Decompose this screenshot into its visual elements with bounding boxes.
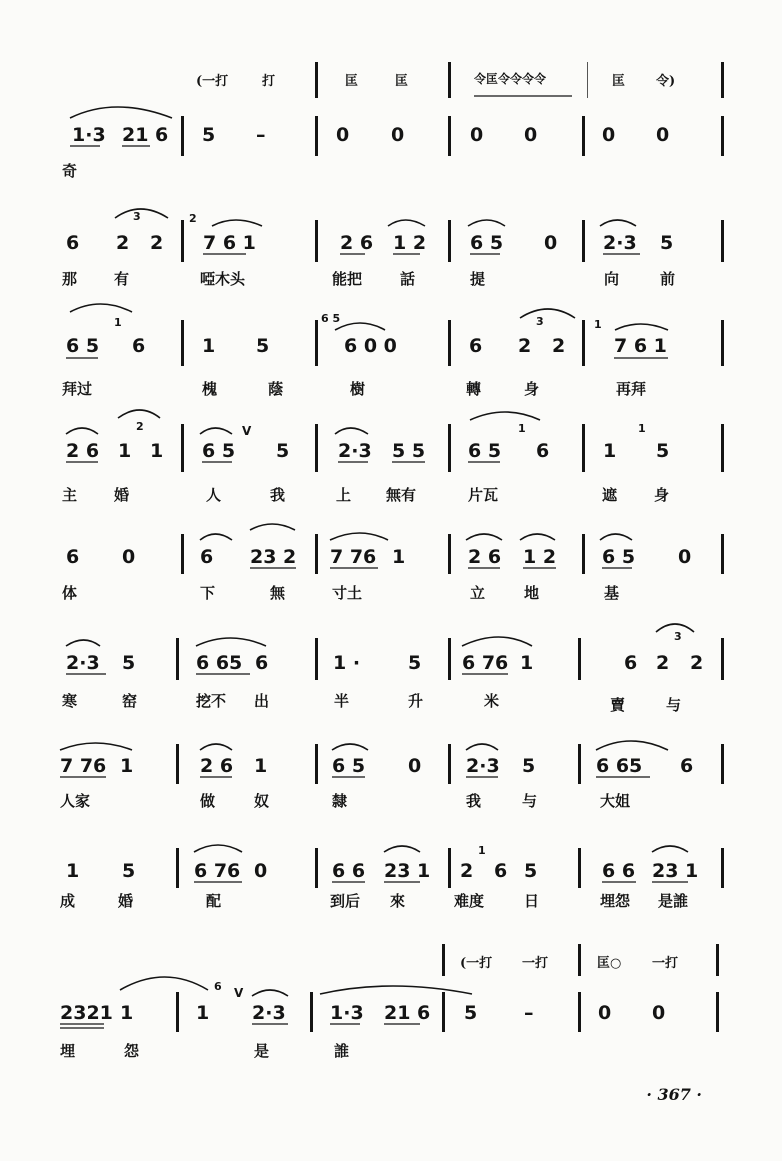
note-group: 2 6	[200, 755, 234, 777]
barline	[578, 744, 581, 784]
note-group: 6 5	[66, 335, 100, 357]
note-group: 2	[116, 232, 130, 254]
lyric: 窑	[122, 692, 138, 710]
note-group: 1	[520, 652, 534, 674]
lyric: 我	[270, 486, 286, 504]
barline	[448, 320, 451, 366]
note-group: 1	[202, 335, 216, 357]
note-group: 0	[470, 124, 484, 146]
note-group: 1	[118, 440, 132, 462]
note-group: 2	[656, 652, 670, 674]
barline	[578, 638, 581, 680]
lyric: 槐	[202, 380, 218, 398]
lyric: 來	[390, 892, 406, 910]
barline	[721, 220, 724, 262]
lyric: 难度	[454, 892, 485, 910]
lyric: 人	[206, 486, 222, 504]
note-group: 2321	[60, 1002, 113, 1024]
note-group: 5	[408, 652, 422, 674]
note-group: 5	[276, 440, 290, 462]
lyric: 立	[470, 584, 486, 602]
barline	[315, 220, 318, 262]
note-group: 5	[524, 860, 538, 882]
barline	[448, 116, 451, 156]
note-group: 5	[660, 232, 674, 254]
barline	[181, 116, 184, 156]
note-group: 21 6	[384, 1002, 431, 1024]
note-group: 5	[122, 860, 136, 882]
perc-mark: (一打	[460, 956, 493, 971]
lyric: 轉	[466, 380, 482, 398]
lyric: 誰	[334, 1042, 350, 1060]
note-group: 2	[518, 335, 532, 357]
grace-note: 3	[674, 630, 682, 643]
note-group: 1	[120, 755, 134, 777]
note-group: 6 6	[332, 860, 366, 882]
note-group: 1·3	[72, 124, 106, 146]
note-group: 6	[66, 546, 80, 568]
lyric: 話	[400, 270, 416, 288]
barline	[181, 424, 184, 472]
note-group: 6 6	[602, 860, 636, 882]
lyric: 提	[470, 270, 486, 288]
lyric: 地	[524, 584, 540, 602]
note-group: 6	[132, 335, 146, 357]
barline	[448, 62, 451, 98]
lyric: 基	[604, 584, 620, 602]
grace-note: 6 5	[321, 312, 341, 325]
barline	[721, 848, 724, 888]
lyric: 与	[666, 696, 682, 714]
grace-note: 3	[133, 210, 141, 223]
lyric: 寸土	[332, 584, 363, 602]
lyric: 做	[200, 792, 216, 810]
perc-mark: 匡	[612, 74, 626, 89]
note-group: 2	[690, 652, 704, 674]
perc-mark: 匡○	[597, 956, 622, 971]
lyric: 米	[484, 692, 500, 710]
barline	[582, 424, 585, 472]
lyric: 埋	[60, 1042, 76, 1060]
barline	[448, 534, 451, 574]
note-group: 0	[336, 124, 350, 146]
note-group: 1	[66, 860, 80, 882]
lyric: 身	[654, 486, 670, 504]
barline	[176, 992, 179, 1032]
note-group: 6 5	[602, 546, 636, 568]
lyric: 人家	[60, 792, 91, 810]
lyric: 啞木头	[200, 270, 246, 288]
barline	[181, 220, 184, 262]
barline	[315, 638, 318, 680]
lyric: 上	[336, 486, 352, 504]
note-group: 2 6	[468, 546, 502, 568]
barline	[716, 992, 719, 1032]
lyric: 蔭	[268, 380, 284, 398]
barline	[315, 744, 318, 784]
lyric: 有	[114, 270, 130, 288]
barline	[587, 62, 588, 98]
barline	[315, 62, 318, 98]
barline	[181, 320, 184, 366]
note-group: 6	[66, 232, 80, 254]
note-group: 1	[603, 440, 617, 462]
barline	[315, 848, 318, 888]
note-group: 1·3	[330, 1002, 364, 1024]
note-group: 6 65	[596, 755, 643, 777]
note-group: 5	[202, 124, 216, 146]
note-group: 1	[392, 546, 406, 568]
lyric: 再拜	[616, 380, 647, 398]
lyric: 我	[466, 792, 482, 810]
note-group: 6 5	[470, 232, 504, 254]
note-group: 7 76	[60, 755, 107, 777]
lyric: 体	[62, 584, 78, 602]
barline	[176, 638, 179, 680]
note-group: 2·3	[603, 232, 637, 254]
barline	[578, 992, 581, 1032]
barline	[578, 848, 581, 888]
lyric: 向	[604, 270, 620, 288]
barline	[448, 220, 451, 262]
grace-note: 1	[594, 318, 602, 331]
perc-mark: 打	[262, 74, 276, 89]
lyric: 半	[334, 692, 350, 710]
note-group: 6 5	[332, 755, 366, 777]
note-group: 6 76	[194, 860, 241, 882]
note-group: 0	[544, 232, 558, 254]
lyric: 主	[62, 486, 78, 504]
note-group: 2·3	[252, 1002, 286, 1024]
lyric: 埋怨	[600, 892, 631, 910]
lyric: 寒	[62, 692, 78, 710]
note-group: 6 5	[202, 440, 236, 462]
note-group: 6	[536, 440, 550, 462]
lyric: 成	[60, 892, 76, 910]
lyric: 隸	[332, 792, 348, 810]
grace-note: 1	[114, 316, 122, 329]
perc-mark: 匡	[345, 74, 359, 89]
barline	[582, 320, 585, 366]
perc-mark: (一打	[196, 74, 229, 89]
note-group: 21 6	[122, 124, 169, 146]
perc-mark: 令)	[656, 74, 676, 89]
lyric: 到后	[330, 892, 361, 910]
barline	[315, 116, 318, 156]
barline	[442, 992, 445, 1032]
breath-mark: V	[242, 424, 252, 438]
note-group: 0	[598, 1002, 612, 1024]
barline	[448, 424, 451, 472]
note-group: –	[256, 124, 266, 146]
note-group: 0	[678, 546, 692, 568]
note-group: 23 1	[652, 860, 699, 882]
grace-note: 2	[136, 420, 144, 433]
note-group: 0	[602, 124, 616, 146]
lyric: 片瓦	[468, 486, 499, 504]
barline	[721, 62, 724, 98]
note-group: 23 2	[250, 546, 297, 568]
barline	[721, 534, 724, 574]
grace-note: 2	[189, 212, 197, 225]
barline	[315, 320, 318, 366]
note-group: 0	[524, 124, 538, 146]
barline	[448, 638, 451, 680]
note-group: 5	[464, 1002, 478, 1024]
barline	[721, 424, 724, 472]
note-group: 0	[254, 860, 268, 882]
note-group: 1	[150, 440, 164, 462]
barline	[721, 638, 724, 680]
note-group: 0	[391, 124, 405, 146]
lyric: 大姐	[600, 792, 631, 810]
note-group: 7 6 1	[203, 232, 256, 254]
note-group: 2·3	[338, 440, 372, 462]
barline	[176, 848, 179, 888]
note-group: 5	[656, 440, 670, 462]
note-group: 5	[122, 652, 136, 674]
note-group: 0	[652, 1002, 666, 1024]
note-group: 1 2	[523, 546, 557, 568]
note-group: 2·3	[466, 755, 500, 777]
note-group: 6	[469, 335, 483, 357]
lyric: 能把	[332, 270, 363, 288]
barline	[582, 116, 585, 156]
note-group: 1	[254, 755, 268, 777]
lyric: 那	[62, 270, 78, 288]
lyric: 挖不	[196, 692, 227, 710]
lyric: 婚	[114, 486, 130, 504]
grace-note: 6	[214, 980, 222, 993]
note-group: 6	[494, 860, 508, 882]
note-group: 2 6	[66, 440, 100, 462]
lyric: 配	[206, 892, 222, 910]
lyric: 前	[660, 270, 676, 288]
note-group: 2 6	[340, 232, 374, 254]
note-group: 0	[122, 546, 136, 568]
barline	[721, 744, 724, 784]
lyric: 身	[524, 380, 540, 398]
lyric: 賣	[610, 696, 626, 714]
barline	[721, 116, 724, 156]
note-group: 23 1	[384, 860, 431, 882]
note-group: 5 5	[392, 440, 426, 462]
barline	[582, 534, 585, 574]
lyric: 拜过	[62, 380, 93, 398]
barline	[716, 944, 719, 976]
note-group: 1 ·	[333, 652, 361, 674]
barline	[578, 944, 581, 976]
lyric: 樹	[350, 380, 366, 398]
barline	[315, 424, 318, 472]
barline	[448, 848, 451, 888]
grace-note: 3	[536, 315, 544, 328]
perc-mark: 令匡令令令令	[474, 72, 547, 86]
note-group: 6	[680, 755, 694, 777]
lyric: 与	[522, 792, 538, 810]
note-group: 6 65	[196, 652, 243, 674]
lyric: 怨	[124, 1042, 140, 1060]
barline	[181, 534, 184, 574]
lyric: 奇	[62, 162, 78, 180]
note-group: 1	[120, 1002, 134, 1024]
note-group: 7 6 1	[614, 335, 667, 357]
barline	[721, 320, 724, 366]
note-group: 2	[552, 335, 566, 357]
page-number: · 367 ·	[646, 1085, 702, 1104]
lyric: 下	[200, 584, 216, 602]
grace-note: 1	[478, 844, 486, 857]
grace-note: 1	[638, 422, 646, 435]
grace-note: 1	[518, 422, 526, 435]
lyric: 無有	[386, 486, 417, 504]
note-group: 7 76	[330, 546, 377, 568]
perc-mark: 匡	[395, 74, 409, 89]
lyric: 日	[524, 892, 540, 910]
note-group: 0	[408, 755, 422, 777]
lyric: 婚	[118, 892, 134, 910]
note-group: 1 2	[393, 232, 427, 254]
note-group: –	[524, 1002, 534, 1024]
note-group: 0	[656, 124, 670, 146]
barline	[448, 744, 451, 784]
barline	[315, 534, 318, 574]
barline	[176, 744, 179, 784]
note-group: 2	[460, 860, 474, 882]
note-group: 2	[150, 232, 164, 254]
note-group: 5	[256, 335, 270, 357]
lyric: 出	[254, 692, 270, 710]
lyric: 遮	[602, 486, 618, 504]
note-group: 6	[255, 652, 269, 674]
lyric: 無	[270, 584, 286, 602]
note-group: 1	[196, 1002, 210, 1024]
breath-mark: V	[234, 986, 244, 1000]
note-group: 6 0 0	[344, 335, 397, 357]
note-group: 2·3	[66, 652, 100, 674]
perc-mark: 一打	[522, 956, 549, 971]
lyric: 是誰	[658, 892, 689, 910]
lyric: 是	[254, 1042, 270, 1060]
perc-mark: 一打	[652, 956, 679, 971]
note-group: 6 5	[468, 440, 502, 462]
note-group: 6	[624, 652, 638, 674]
barline	[442, 944, 445, 976]
note-group: 5	[522, 755, 536, 777]
barline	[582, 220, 585, 262]
note-group: 6	[200, 546, 214, 568]
lyric: 升	[408, 692, 424, 710]
barline	[310, 992, 313, 1032]
note-group: 6 76	[462, 652, 509, 674]
lyric: 奴	[254, 792, 270, 810]
